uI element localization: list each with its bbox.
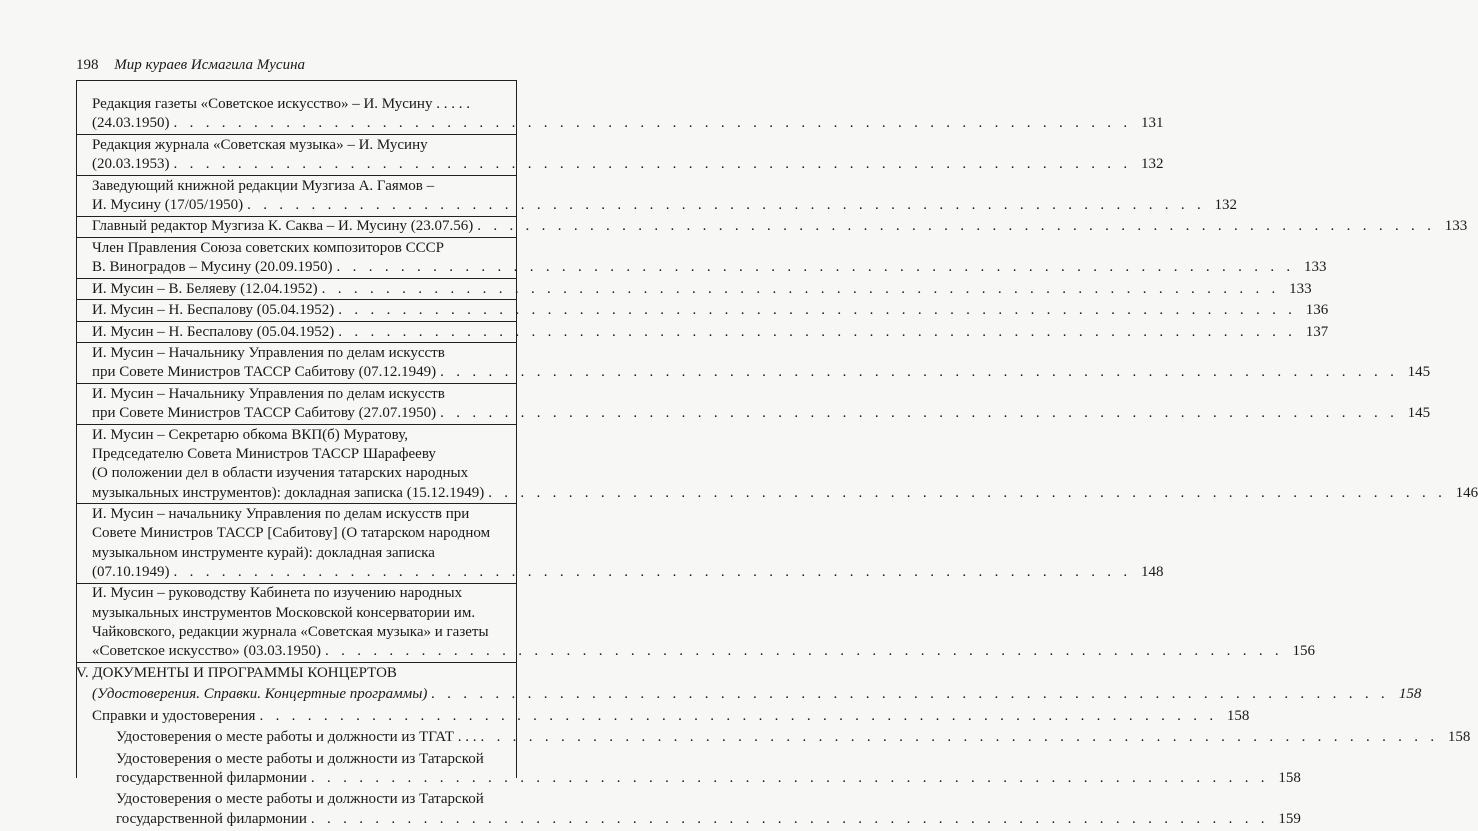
toc-entry-line: Редакция газеты «Советское искусство» – И. Мусину . . . . .	[92, 96, 470, 112]
toc-entry	[76, 385, 1431, 424]
toc-entry-line: V. ДОКУМЕНТЫ И ПРОГРАММЫ КОНЦЕРТОВ	[76, 664, 397, 681]
toc-entry	[76, 136, 1164, 175]
toc-entry	[76, 95, 1164, 134]
toc-entry-line: государственной филармонии	[116, 769, 307, 786]
running-title: Мир кураев Исмагила Мусина	[114, 57, 306, 73]
right-rule	[516, 80, 517, 778]
dot-leader: . . . . . . . . . . . . . . . . . . . . . . . . . . . . . . . . . . . . . . . . . . . . . . . . . . . . . . . . . . . .	[480, 729, 1439, 746]
dot-leader: . . . . . . . . . . . . . . . . . . . . . . . . . . . . . . . . . . . . . . . . . . . . . . . . . . . . . . . . . . . .	[488, 484, 1447, 501]
toc-page-number: 132	[1214, 196, 1238, 213]
toc-entry	[76, 505, 1164, 582]
toc-entry	[76, 239, 1327, 278]
toc-entry-line: И. Мусин – начальнику Управления по делам искусств при	[92, 506, 470, 522]
toc-entry	[76, 426, 1478, 503]
toc-entry-last-line	[92, 685, 1422, 704]
toc-entry-line: (О положении дел в области изучения татарских народных	[92, 465, 469, 482]
dot-leader: . . . . . . . . . . . . . . . . . . . . . . . . . . . . . . . . . . . . . . . . . . . . . . . . . . . . . . . . . . . .	[431, 686, 1390, 703]
toc-entry-line: Заведующий книжной редакции Музгиза А. Гаямов –	[92, 177, 435, 194]
toc-entry-last-line	[92, 301, 1329, 320]
toc-page-number: 133	[1289, 280, 1312, 297]
toc-page-number: 137	[1305, 323, 1329, 340]
toc-entry-line: И. Мусин – Секретарю обкома ВКП(б) Муратову,	[92, 426, 408, 443]
toc-page-number: 159	[1278, 810, 1301, 827]
toc-entry-last-line	[92, 280, 1312, 299]
toc-page-number: 158	[1278, 769, 1301, 786]
toc-entry-line: И. Мусин – Начальнику Управления по делам искусств	[92, 345, 445, 362]
toc-entry-line: (20.03.1953)	[92, 156, 170, 173]
toc-entry-line: при Совете Министров ТАССР Сабитову (27.07.1950)	[92, 405, 437, 422]
toc-entry	[76, 707, 1250, 726]
dot-leader: . . . . . . . . . . . . . . . . . . . . . . . . . . . . . . . . . . . . . . . . . . . . . . . . . . . . . . . . . . . .	[321, 280, 1280, 297]
toc-page-number: 133	[1444, 218, 1468, 235]
toc-page-number: 158	[1398, 686, 1422, 703]
toc-entry-last-line	[92, 563, 1164, 582]
toc-page-number: 158	[1447, 729, 1471, 746]
page-number: 198	[76, 57, 99, 73]
toc-entry-last-line	[92, 155, 1164, 174]
toc-entry	[76, 301, 1329, 320]
toc-entry	[76, 664, 516, 683]
toc-page-number: 158	[1226, 707, 1250, 724]
toc-entry	[76, 685, 1422, 704]
toc-page-number: 146	[1455, 484, 1478, 501]
toc-entry-line: «Советское искусство» (03.03.1950)	[92, 643, 322, 660]
toc-page-number: 131	[1140, 115, 1164, 132]
dot-leader: . . . . . . . . . . . . . . . . . . . . . . . . . . . . . . . . . . . . . . . . . . . . . . . . . . . . . . . . . . . .	[440, 364, 1399, 381]
toc-entry-line: Председателю Совета Министров ТАССР Шарафееву	[92, 445, 436, 462]
toc-entry-line: И. Мусин – руководству Кабинета по изучению народных	[92, 585, 463, 602]
dot-leader: . . . . . . . . . . . . . . . . . . . . . . . . . . . . . . . . . . . . . . . . . . . . . . . . . . . . . . . . . . . .	[440, 405, 1399, 422]
toc-entry-line: Удостоверения о месте работы и должности из Татарской	[116, 791, 484, 808]
toc-entry-line: И. Мусин – Начальнику Управления по делам искусств	[92, 385, 445, 402]
toc-entry-line: Редакция журнала «Советская музыка» – И. Мусину	[92, 136, 428, 153]
toc-entry-line: Справки и удостоверения	[92, 707, 256, 724]
dot-leader: . . . . . . . . . . . . . . . . . . . . . . . . . . . . . . . . . . . . . . . . . . . . . . . . . . . . . . . . . . . .	[338, 323, 1297, 340]
toc-entry-line: Чайковского, редакции журнала «Советская музыка» и газеты	[92, 623, 489, 640]
toc-entry-last-line	[92, 114, 1164, 133]
dot-leader: . . . . . . . . . . . . . . . . . . . . . . . . . . . . . . . . . . . . . . . . . . . . . . . . . . . . . . . . . . . .	[310, 769, 1269, 786]
toc-entry-line: Совете Министров ТАССР [Сабитову] (О татарском народном	[92, 525, 491, 542]
toc-entry	[76, 790, 1301, 829]
toc-entry	[76, 217, 1468, 236]
toc-entry-last-line	[92, 707, 1250, 726]
toc-entry-line: И. Мусин – Н. Беспалову (05.04.1952)	[92, 323, 335, 340]
toc-entry	[76, 177, 1238, 216]
toc-entry	[76, 323, 1329, 342]
toc-page-number: 132	[1140, 156, 1164, 173]
dot-leader: . . . . . . . . . . . . . . . . . . . . . . . . . . . . . . . . . . . . . . . . . . . . . . . . . . . . . . . . . . . .	[310, 810, 1269, 827]
dot-leader: . . . . . . . . . . . . . . . . . . . . . . . . . . . . . . . . . . . . . . . . . . . . . . . . . . . . . . . . . . . .	[259, 707, 1218, 724]
toc-entry-last-line	[76, 664, 516, 683]
table-of-contents	[76, 95, 1478, 831]
toc-page-number: 148	[1140, 563, 1164, 580]
toc-entry-last-line	[92, 323, 1329, 342]
toc-page-number: 133	[1303, 259, 1327, 276]
toc-entry-line: Главный редактор Музгиза К. Саква – И. Мусину (23.07.56)	[92, 218, 474, 235]
toc-entry	[76, 750, 1301, 789]
toc-entry-line: государственной филармонии	[116, 810, 307, 827]
toc-entry-last-line	[92, 404, 1431, 423]
running-header	[76, 56, 516, 74]
toc-entry-last-line	[116, 728, 1471, 747]
toc-entry-line: (07.10.1949)	[92, 563, 170, 580]
dot-leader: . . . . . . . . . . . . . . . . . . . . . . . . . . . . . . . . . . . . . . . . . . . . . . . . . . . . . . . . . . . .	[247, 196, 1206, 213]
dot-leader: . . . . . . . . . . . . . . . . . . . . . . . . . . . . . . . . . . . . . . . . . . . . . . . . . . . . . . . . . . . .	[173, 156, 1132, 173]
toc-page-number: 156	[1292, 643, 1315, 660]
toc-entry-line: В. Виноградов – Мусину (20.09.1950)	[92, 259, 333, 276]
toc-entry	[76, 344, 1431, 383]
toc-entry	[76, 584, 1315, 661]
toc-entry-line: музыкальном инструменте курай): докладная записка	[92, 544, 435, 561]
toc-entry-line: И. Мусин – В. Беляеву (12.04.1952)	[92, 280, 318, 297]
toc-entry-last-line	[92, 642, 1315, 661]
toc-entry-last-line	[92, 196, 1238, 215]
dot-leader: . . . . . . . . . . . . . . . . . . . . . . . . . . . . . . . . . . . . . . . . . . . . . . . . . . . . . . . . . . . .	[338, 302, 1297, 319]
toc-page-number: 136	[1305, 302, 1329, 319]
toc-entry-line: (Удостоверения. Справки. Концертные программы)	[92, 686, 428, 703]
dot-leader: . . . . . . . . . . . . . . . . . . . . . . . . . . . . . . . . . . . . . . . . . . . . . . . . . . . . . . . . . . . .	[173, 563, 1132, 580]
toc-page-number: 145	[1407, 364, 1431, 381]
dot-leader: . . . . . . . . . . . . . . . . . . . . . . . . . . . . . . . . . . . . . . . . . . . . . . . . . . . . . . . . . . . .	[173, 115, 1132, 132]
toc-entry-line: (24.03.1950)	[92, 115, 170, 132]
toc-entry-last-line	[92, 484, 1478, 503]
toc-entry-line: Удостоверения о месте работы и должности из ТГАТ . . .	[116, 729, 477, 746]
dot-leader: . . . . . . . . . . . . . . . . . . . . . . . . . . . . . . . . . . . . . . . . . . . . . . . . . . . . . . . . . . . .	[325, 643, 1283, 660]
toc-page-number: 145	[1407, 405, 1431, 422]
toc-entry-last-line	[116, 810, 1301, 829]
dot-leader: . . . . . . . . . . . . . . . . . . . . . . . . . . . . . . . . . . . . . . . . . . . . . . . . . . . . . . . . . . . .	[336, 259, 1295, 276]
toc-entry-line: Удостоверения о месте работы и должности из Татарской	[116, 750, 484, 767]
toc-entry-last-line	[92, 217, 1468, 236]
toc-entry-last-line	[116, 769, 1301, 788]
dot-leader: . . . . . . . . . . . . . . . . . . . . . . . . . . . . . . . . . . . . . . . . . . . . . . . . . . . . . . . . . . . .	[477, 218, 1436, 235]
toc-entry-line: Член Правления Союза советских композиторов СССР	[92, 239, 444, 256]
toc-entry	[76, 280, 1312, 299]
toc-entry-last-line	[92, 363, 1431, 382]
toc-entry-last-line	[92, 258, 1327, 277]
toc-entry-line: музыкальных инструментов Московской консерватории им.	[92, 604, 476, 621]
toc-entry-line: И. Мусин – Н. Беспалову (05.04.1952)	[92, 302, 335, 319]
toc-entry-line: музыкальных инструментов): докладная записка (15.12.1949)	[92, 484, 485, 501]
header-rule	[76, 80, 516, 81]
toc-entry-line: И. Мусину (17/05/1950)	[92, 196, 244, 213]
toc-entry	[76, 728, 1471, 747]
toc-entry-line: при Совете Министров ТАССР Сабитову (07.12.1949)	[92, 364, 437, 381]
